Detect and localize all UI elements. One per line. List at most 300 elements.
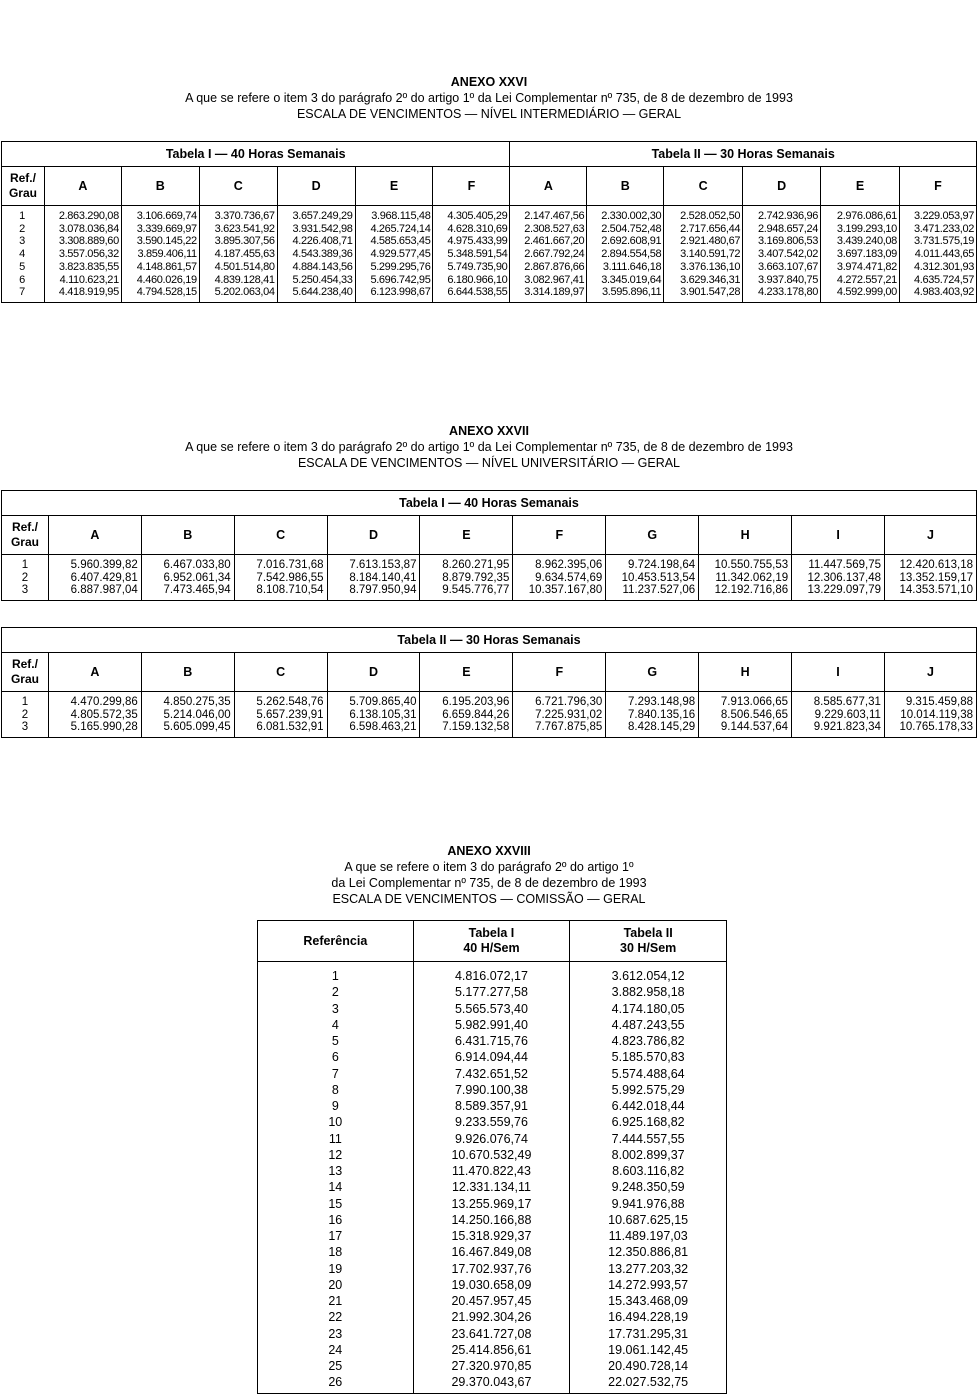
ref-grau-value: 3 <box>21 721 29 734</box>
table-cell: 15.343.468,09 <box>608 1294 689 1308</box>
column-header-f: F <box>513 516 606 555</box>
table-cell: 2.863.290,08 <box>58 210 119 222</box>
t1-column-f <box>433 206 510 303</box>
t1-column-a <box>48 555 141 601</box>
table-cell: 4.265.724,14 <box>370 222 431 235</box>
table-cell: 2.742.936,96 <box>758 210 819 222</box>
table-cell: 7.840.135,16 <box>627 708 696 721</box>
table-cell: 6.442.018,44 <box>611 1099 685 1113</box>
table-cell: 7.444.557,55 <box>611 1131 685 1146</box>
t1-column-c <box>234 555 327 601</box>
table-cell: 4.816.072,17 <box>454 969 528 983</box>
table-cell: 4.929.577,45 <box>370 248 431 261</box>
table-cell: 2.976.086,61 <box>836 210 897 222</box>
table-cell: 5.749.735,90 <box>447 260 508 273</box>
column-header-b: B <box>121 167 199 206</box>
table-cell: 5.960.399,82 <box>70 559 138 571</box>
ref-grau-value: 7 <box>19 286 25 299</box>
table-cell: 3.308.889,60 <box>58 235 119 248</box>
table-cell: 8.603.116,82 <box>612 1164 685 1178</box>
table-cell: 11.342.062,19 <box>715 571 789 584</box>
table-cell: 7.159.132,58 <box>442 721 510 734</box>
t2-column-j <box>884 692 976 738</box>
table-cell: 3.731.575,19 <box>913 235 974 248</box>
column-header-c: C <box>234 516 327 555</box>
table-cell: 3.376.136,10 <box>680 260 741 273</box>
anexo-26-table2-title: Tabela II — 30 Horas Semanais <box>510 142 977 167</box>
table-cell: 3.623.541,92 <box>214 222 275 235</box>
column-header-d: D <box>327 516 420 555</box>
table-cell: 3.895.307,56 <box>214 235 275 248</box>
table-cell: 6.952.061,34 <box>163 571 231 584</box>
table-cell: 5.165.990,28 <box>70 721 138 734</box>
table-cell: 8.506.546,65 <box>720 708 789 721</box>
table-cell: 11.489.197,03 <box>608 1229 688 1243</box>
table-cell: 4.983.403,92 <box>913 286 974 299</box>
column-header-d: D <box>743 167 821 206</box>
table-cell: 3.612.054,12 <box>611 969 685 983</box>
referencia-value: 12 <box>328 1147 343 1162</box>
referencia-value: 14 <box>328 1180 343 1195</box>
column-header-c: C <box>234 653 327 692</box>
table-cell: 14.272.993,57 <box>608 1277 689 1292</box>
column-header-f: F <box>433 167 510 206</box>
table-cell: 2.867.876,66 <box>524 260 585 273</box>
table-cell: 6.887.987,04 <box>70 584 138 597</box>
table-cell: 7.913.066,65 <box>720 696 789 708</box>
table-cell: 6.431.715,76 <box>454 1034 528 1048</box>
table-cell: 3.111.646,18 <box>602 260 662 273</box>
table-cell: 21.992.304,26 <box>451 1310 532 1325</box>
anexo-28-subtitle-1: A que se refere o item 3 do parágrafo 2º do artigo 1º <box>344 860 634 874</box>
anexo-27-subtitle: A que se refere o item 3 do parágrafo 2º do artigo 1º da Lei Complementar nº 735, de 8 de dezembro de 1993 <box>185 440 793 454</box>
table-cell: 5.992.575,29 <box>611 1082 685 1097</box>
referencia-value: 19 <box>328 1261 343 1276</box>
t1-column-d <box>327 555 420 601</box>
table-cell: 9.545.776,77 <box>442 584 510 597</box>
table-cell: 5.250.454,33 <box>292 273 353 286</box>
table-cell: 13.229.097,79 <box>807 584 882 597</box>
table-cell: 11.447.569,75 <box>808 559 882 571</box>
ref-grau-header: Ref./ Grau <box>2 167 45 206</box>
table-cell: 3.339.669,97 <box>136 222 197 235</box>
t1-column-g <box>606 555 699 601</box>
table-cell: 9.248.350,59 <box>611 1180 685 1195</box>
table-cell: 10.670.532,49 <box>451 1147 532 1162</box>
table-cell: 3.078.036,84 <box>58 222 119 235</box>
table-cell: 2.692.608,91 <box>601 235 662 248</box>
column-header-e: E <box>355 167 433 206</box>
t1-column-i <box>792 555 885 601</box>
table-cell: 4.233.178,80 <box>758 286 819 299</box>
table-cell: 3.557.056,32 <box>58 248 119 261</box>
table-cell: 10.687.625,15 <box>608 1212 689 1227</box>
ref-grau-value: 5 <box>19 260 25 273</box>
table-cell: 4.110.623,21 <box>59 273 119 286</box>
table-cell: 5.202.063,04 <box>214 286 275 299</box>
table-cell: 3.370.736,67 <box>214 210 275 222</box>
referencia-value: 5 <box>331 1034 339 1048</box>
table-cell: 4.487.243,55 <box>611 1017 685 1032</box>
table-cell: 5.605.099,45 <box>163 721 231 734</box>
table-cell: 3.859.406,11 <box>137 248 197 261</box>
t2-column-h <box>699 692 792 738</box>
table-cell: 12.331.134,11 <box>451 1180 531 1195</box>
column-header-b: B <box>141 653 234 692</box>
table-cell: 9.634.574,69 <box>535 571 603 584</box>
table-cell: 12.350.886,81 <box>608 1245 689 1260</box>
table-cell: 3.199.293,10 <box>836 222 897 235</box>
table-cell: 5.177.277,58 <box>454 985 528 1000</box>
t1-column-b <box>141 555 234 601</box>
table-cell: 2.894.554,58 <box>601 248 662 261</box>
table-cell: 9.941.976,88 <box>611 1196 685 1211</box>
table-cell: 4.460.026,19 <box>136 273 197 286</box>
referencia-value: 26 <box>328 1375 343 1390</box>
column-header-j: J <box>885 516 977 555</box>
table-cell: 4.975.433,99 <box>447 235 508 248</box>
tabela-1-label: Tabela I <box>468 926 515 940</box>
table-cell: 12.420.613,18 <box>899 559 973 571</box>
table-cell: 4.272.557,21 <box>836 273 897 286</box>
table-cell: 5.709.865,40 <box>349 696 417 708</box>
table-cell: 4.312.301,93 <box>913 260 974 273</box>
t2-column-d <box>327 692 420 738</box>
ref-grau-value: 1 <box>19 210 25 222</box>
table-cell: 6.659.844,26 <box>442 708 510 721</box>
anexo-26-subtitle: A que se refere o item 3 do parágrafo 2º do artigo 1º da Lei Complementar nº 735, de 8 de dezembro de 1993 <box>185 91 793 105</box>
referencia-value: 25 <box>328 1359 343 1373</box>
table-cell: 7.767.875,85 <box>535 721 603 734</box>
ref-grau-value: 3 <box>19 235 25 248</box>
table-cell: 2.667.792,24 <box>524 248 585 261</box>
tabela-2-header <box>570 921 727 962</box>
referencia-value: 24 <box>328 1342 343 1357</box>
table-cell: 5.574.488,64 <box>611 1066 685 1081</box>
table-cell: 6.180.966,10 <box>447 273 508 286</box>
anexo-26-scale: ESCALA DE VENCIMENTOS — NÍVEL INTERMEDIÁRIO — GERAL <box>296 107 682 121</box>
column-header-i: I <box>792 653 885 692</box>
table-cell: 7.293.148,98 <box>627 696 696 708</box>
t2-column-c <box>234 692 327 738</box>
table-cell: 3.595.896,11 <box>602 286 662 299</box>
table-cell: 3.974.471,82 <box>836 260 897 273</box>
table-cell: 4.794.528,15 <box>136 286 197 299</box>
table-cell: 4.011.443,65 <box>914 248 974 261</box>
column-header-c: C <box>664 167 743 206</box>
table-cell: 10.765.178,33 <box>899 721 973 734</box>
tabela-1-hours: 40 H/Sem <box>463 941 520 955</box>
referencia-value: 10 <box>328 1115 343 1130</box>
referencia-value: 9 <box>331 1099 339 1113</box>
table-cell: 3.106.669,74 <box>136 210 197 222</box>
anexo-26-heading <box>0 74 978 122</box>
referencia-column <box>258 962 414 1394</box>
table-cell: 8.184.140,41 <box>349 571 417 584</box>
table-cell: 7.225.931,02 <box>535 708 603 721</box>
ref-grau-value: 2 <box>21 708 29 721</box>
table-cell: 7.473.465,94 <box>163 584 231 597</box>
t1-column-j <box>885 555 977 601</box>
ref-grau-column <box>2 555 49 601</box>
table-cell: 3.590.145,22 <box>136 235 197 248</box>
table-cell: 2.528.052,50 <box>680 210 741 222</box>
column-header-e: E <box>420 516 513 555</box>
column-header-e: E <box>821 167 900 206</box>
table-cell: 4.501.514,80 <box>214 260 275 273</box>
anexo-27-scale: ESCALA DE VENCIMENTOS — NÍVEL UNIVERSITÁRIO — GERAL <box>297 456 681 470</box>
table-cell: 6.925.168,82 <box>611 1115 685 1130</box>
t2-column-a <box>510 206 587 303</box>
anexo-28-heading <box>0 843 978 907</box>
column-header-g: G <box>606 653 699 692</box>
tabela-2-label: Tabela II <box>623 926 673 940</box>
ref-grau-column <box>2 692 49 738</box>
table-cell: 20.490.728,14 <box>608 1359 689 1373</box>
t2-column-f <box>899 206 976 303</box>
anexo-26-table1-title: Tabela I — 40 Horas Semanais <box>2 142 510 167</box>
table-cell: 10.357.167,80 <box>528 584 603 597</box>
anexo-27-table1-title: Tabela I — 40 Horas Semanais <box>2 491 977 516</box>
ref-grau-value: 1 <box>21 696 29 708</box>
table-cell: 6.721.796,30 <box>535 696 603 708</box>
referencia-value: 7 <box>331 1066 339 1081</box>
table-cell: 8.260.271,95 <box>442 559 510 571</box>
column-header-f: F <box>513 653 606 692</box>
anexo-26-table <box>1 141 977 303</box>
table-cell: 22.027.532,75 <box>608 1375 689 1390</box>
table-cell: 8.585.677,31 <box>813 696 881 708</box>
table-cell: 6.123.998,67 <box>370 286 431 299</box>
column-header-c: C <box>199 167 277 206</box>
column-header-f: F <box>899 167 976 206</box>
table-cell: 5.299.295,76 <box>370 260 431 273</box>
t2-column-f <box>513 692 606 738</box>
referencia-value: 2 <box>331 985 339 1000</box>
table-cell: 6.081.532,91 <box>256 721 324 734</box>
referencia-value: 15 <box>328 1196 343 1211</box>
referencia-header: Referência <box>258 921 414 962</box>
table-cell: 2.921.480,67 <box>680 235 741 248</box>
t2-column-i <box>792 692 885 738</box>
table-cell: 2.330.002,30 <box>601 210 662 222</box>
table-cell: 8.962.395,06 <box>535 559 603 571</box>
t1-column-d <box>277 206 355 303</box>
anexo-27-title: ANEXO XXVII <box>449 424 529 438</box>
column-header-a: A <box>510 167 587 206</box>
table-cell: 5.644.238,40 <box>292 286 353 299</box>
table-cell: 3.937.840,75 <box>758 273 819 286</box>
table-cell: 16.467.849,08 <box>451 1245 532 1260</box>
table-cell: 4.418.919,95 <box>58 286 119 299</box>
table-cell: 8.797.950,94 <box>349 584 417 597</box>
referencia-value: 11 <box>328 1131 342 1146</box>
table-cell: 13.352.159,17 <box>899 571 973 584</box>
referencia-value: 18 <box>328 1245 343 1260</box>
table-cell: 5.185.570,83 <box>611 1050 685 1065</box>
table-cell: 2.504.752,48 <box>601 222 662 235</box>
table-cell: 3.882.958,18 <box>611 985 685 1000</box>
table-cell: 3.169.806,53 <box>758 235 819 248</box>
table-cell: 4.805.572,35 <box>70 708 138 721</box>
t2-column-d <box>743 206 821 303</box>
ref-grau-value: 2 <box>19 222 25 235</box>
table-cell: 8.879.792,35 <box>442 571 510 584</box>
table-cell: 10.014.119,38 <box>900 708 973 721</box>
ref-grau-value: 6 <box>19 273 25 286</box>
table-cell: 19.061.142,45 <box>608 1342 689 1357</box>
ref-grau-header: Ref./ Grau <box>2 653 49 692</box>
table-cell: 8.108.710,54 <box>256 584 324 597</box>
table-cell: 17.702.937,76 <box>451 1261 532 1276</box>
table-cell: 4.850.275,35 <box>163 696 231 708</box>
table-cell: 8.589.357,91 <box>454 1099 528 1113</box>
t1-column-f <box>513 555 606 601</box>
column-header-a: A <box>48 516 141 555</box>
t2-column-e <box>420 692 513 738</box>
column-header-a: A <box>48 653 141 692</box>
referencia-value: 16 <box>328 1212 343 1227</box>
referencia-value: 4 <box>331 1017 339 1032</box>
referencia-value: 17 <box>328 1229 343 1243</box>
anexo-27-heading <box>0 423 978 471</box>
table-cell: 3.229.053,97 <box>913 210 974 222</box>
t1-column-e <box>420 555 513 601</box>
table-cell: 3.629.346,31 <box>680 273 741 286</box>
table-cell: 17.731.295,31 <box>608 1326 689 1341</box>
table-cell: 3.082.967,41 <box>524 273 585 286</box>
table-cell: 3.140.591,72 <box>680 248 741 261</box>
table-cell: 13.255.969,17 <box>451 1196 532 1211</box>
table-cell: 5.696.742,95 <box>370 273 431 286</box>
column-header-b: B <box>587 167 664 206</box>
column-header-e: E <box>420 653 513 692</box>
table-cell: 9.921.823,34 <box>813 721 881 734</box>
t1-column-h <box>699 555 792 601</box>
t2-column-e <box>821 206 900 303</box>
table-cell: 9.724.198,64 <box>628 559 696 571</box>
referencia-value: 21 <box>328 1294 343 1308</box>
table-cell: 3.439.240,08 <box>836 235 897 248</box>
table-cell: 9.229.603,11 <box>814 708 881 721</box>
referencia-value: 20 <box>328 1277 343 1292</box>
ref-grau-value: 2 <box>21 571 29 584</box>
table-cell: 5.657.239,91 <box>256 708 324 721</box>
table-cell: 3.663.107,67 <box>758 260 819 273</box>
referencia-value: 6 <box>331 1050 339 1065</box>
ref-grau-column <box>2 206 45 303</box>
table-cell: 13.277.203,32 <box>608 1261 689 1276</box>
table-cell: 3.968.115,48 <box>371 210 431 222</box>
table-cell: 6.195.203,96 <box>442 696 510 708</box>
table-cell: 5.982.991,40 <box>454 1017 528 1032</box>
table-cell: 5.565.573,40 <box>454 1001 528 1016</box>
table-cell: 6.407.429,81 <box>70 571 138 584</box>
referencia-value: 8 <box>331 1082 339 1097</box>
anexo-27-table2-title: Tabela II — 30 Horas Semanais <box>2 628 977 653</box>
table-cell: 27.320.970,85 <box>451 1359 532 1373</box>
table-cell: 7.613.153,87 <box>349 559 417 571</box>
table-cell: 4.226.408,71 <box>292 235 353 248</box>
t2-column-b <box>587 206 664 303</box>
anexo-28-title: ANEXO XXVIII <box>447 844 531 858</box>
table-cell: 4.592.999,00 <box>836 286 897 299</box>
table-cell: 12.192.716,86 <box>714 584 789 597</box>
table-cell: 4.635.724,57 <box>913 273 974 286</box>
ref-grau-value: 3 <box>21 584 29 597</box>
anexo-27-table-2 <box>1 627 977 738</box>
table-cell: 10.453.513,54 <box>621 571 696 584</box>
table-cell: 7.542.986,55 <box>256 571 324 584</box>
referencia-value: 1 <box>331 969 339 983</box>
t1-column-e <box>355 206 433 303</box>
table-cell: 11.237.527,06 <box>622 584 696 597</box>
table-cell: 14.250.166,88 <box>451 1212 532 1227</box>
ref-grau-value: 1 <box>21 559 29 571</box>
referencia-value: 13 <box>328 1164 343 1178</box>
table-cell: 12.306.137,48 <box>807 571 882 584</box>
table-cell: 7.016.731,68 <box>256 559 324 571</box>
table-cell: 6.914.094,44 <box>454 1050 528 1065</box>
table-cell: 25.414.856,61 <box>451 1342 532 1357</box>
table-cell: 19.030.658,09 <box>451 1277 532 1292</box>
table-cell: 4.174.180,05 <box>611 1001 685 1016</box>
table-cell: 16.494.228,19 <box>608 1310 689 1325</box>
table-cell: 6.598.463,21 <box>349 721 417 734</box>
column-header-g: G <box>606 516 699 555</box>
anexo-28-table <box>257 920 727 1394</box>
table-cell: 4.470.299,86 <box>70 696 138 708</box>
table-cell: 9.926.076,74 <box>454 1131 528 1146</box>
anexo-28-subtitle-2: da Lei Complementar nº 735, de 8 de dezembro de 1993 <box>331 876 647 890</box>
table-cell: 3.471.233,02 <box>913 222 974 235</box>
t2-column-c <box>664 206 743 303</box>
referencia-value: 23 <box>328 1326 343 1341</box>
table-cell: 5.348.591,54 <box>447 248 508 261</box>
referencia-value: 3 <box>331 1001 339 1016</box>
table-cell: 3.931.542,98 <box>292 222 353 235</box>
anexo-27-table-1 <box>1 490 977 601</box>
table-cell: 3.901.547,28 <box>680 286 741 299</box>
table-cell: 4.585.653,45 <box>370 235 431 248</box>
table-cell: 11.470.822,43 <box>451 1164 531 1178</box>
table-cell: 4.305.405,29 <box>447 210 508 222</box>
column-header-j: J <box>884 653 976 692</box>
table-cell: 4.543.389,36 <box>292 248 353 261</box>
table-cell: 3.314.189,97 <box>524 286 585 299</box>
table-cell: 7.432.651,52 <box>454 1066 528 1081</box>
table-cell: 2.717.656,44 <box>680 222 741 235</box>
table-cell: 3.657.249,29 <box>292 210 353 222</box>
t2-column-a <box>48 692 141 738</box>
column-header-b: B <box>141 516 234 555</box>
anexo-28-scale: ESCALA DE VENCIMENTOS — COMISSÃO — GERAL <box>332 892 646 906</box>
table-cell: 2.461.667,20 <box>524 235 585 248</box>
table-cell: 4.839.128,41 <box>214 273 275 286</box>
referencia-value: 22 <box>328 1310 343 1325</box>
column-header-h: H <box>699 516 792 555</box>
t2-column-b <box>141 692 234 738</box>
column-header-i: I <box>792 516 885 555</box>
table-cell: 9.233.559,76 <box>454 1115 528 1130</box>
t1-column-a <box>44 206 121 303</box>
table-cell: 6.467.033,80 <box>163 559 231 571</box>
table-cell: 6.644.538,55 <box>447 286 508 299</box>
column-header-a: A <box>44 167 121 206</box>
table-cell: 8.428.145,29 <box>627 721 696 734</box>
tabela-1-header <box>413 921 570 962</box>
table-cell: 29.370.043,67 <box>451 1375 532 1390</box>
